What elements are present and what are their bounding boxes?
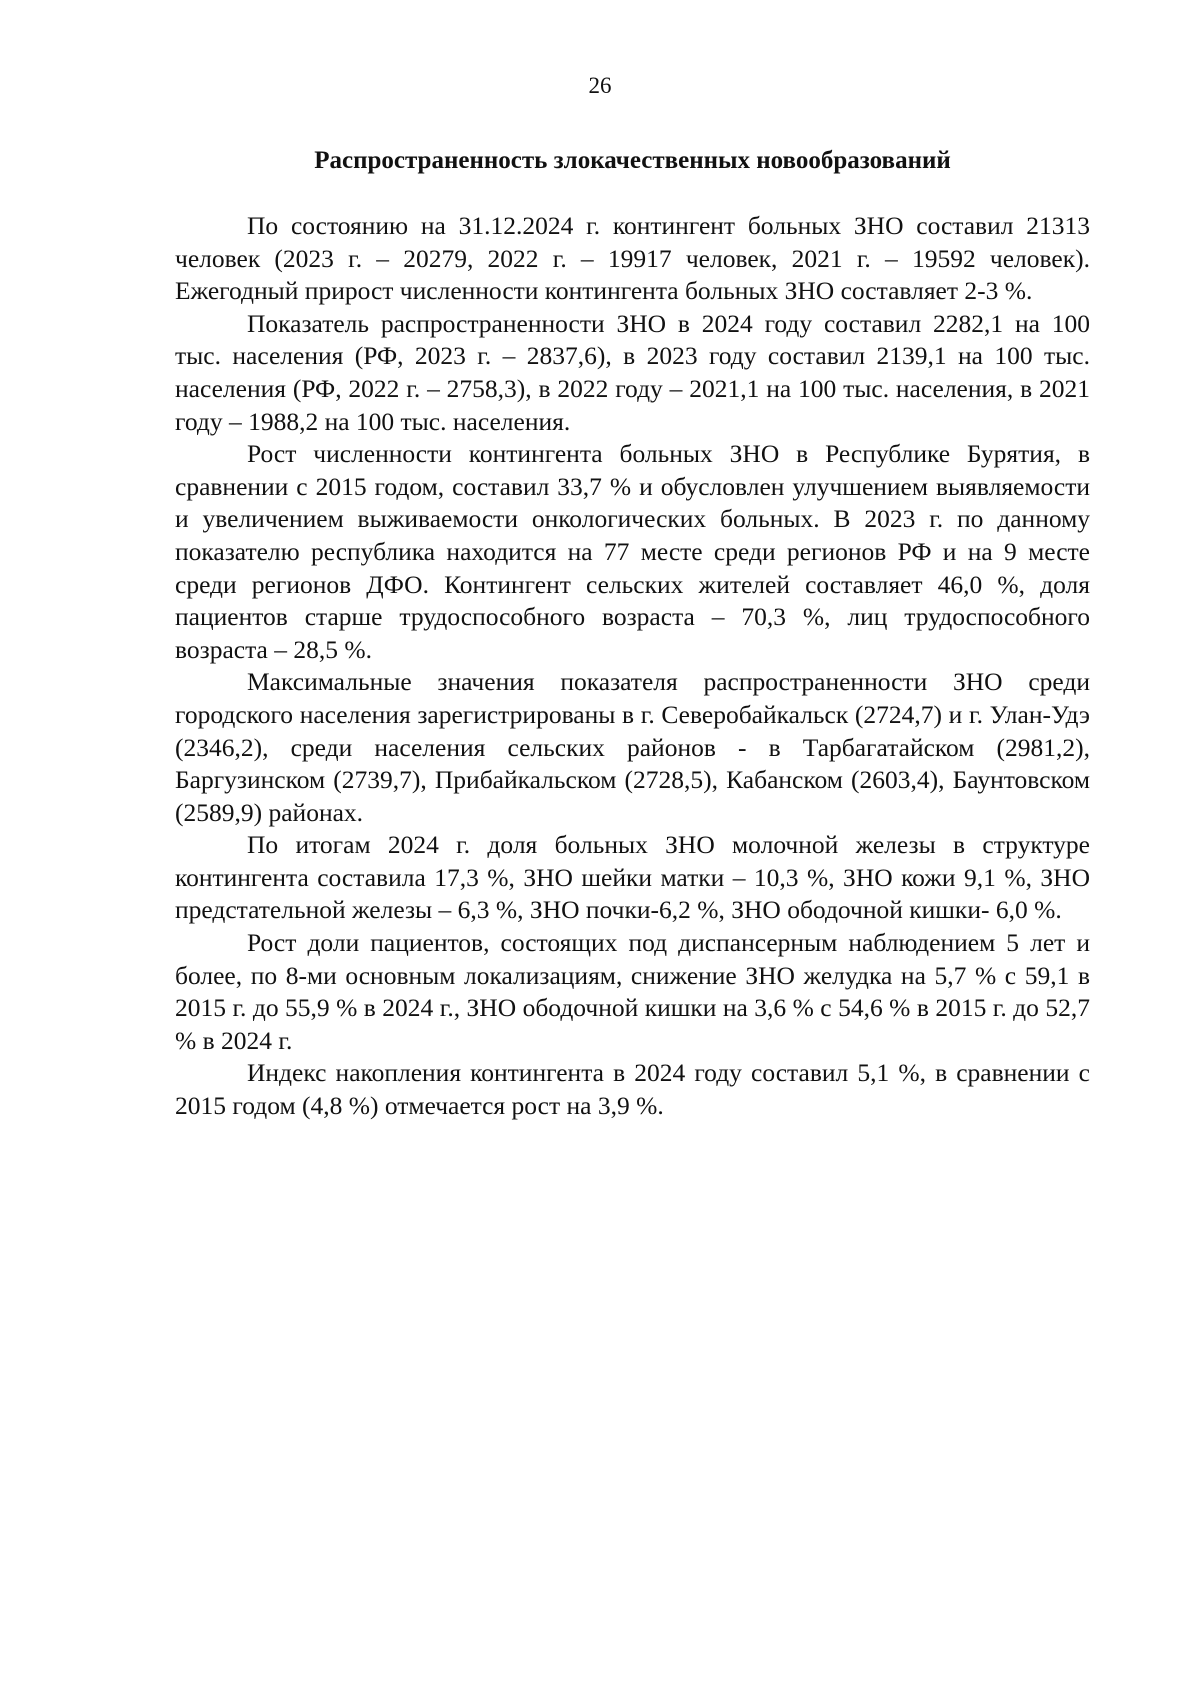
paragraph-accumulation-index: Индекс накопления контингента в 2024 году составил 5,1 %, в сравнении с 2015 годом (4,8 %) отмечается рост на 3,9 %. [175, 1058, 1090, 1121]
body-text [175, 210, 1090, 1123]
paragraph-structure: По итогам 2024 г. доля больных ЗНО молочной железы в структуре контингента составила 17,3 %, ЗНО шейки матки – 10,3 %, ЗНО кожи 9,1 %, ЗНО предстательной железы – 6,3 %, ЗНО почки-6,2 %, ЗНО ободочной кишки- 6,0 %. [175, 830, 1090, 925]
paragraph-contingent-growth: Рост численности контингента больных ЗНО в Республике Бурятия, в сравнении с 2015 годом, составил 33,7 % и обусловлен улучшением выявляемости и увеличением выживаемости онкологических больных. В 2023 г. по данному показателю республика находится на 77 месте среди регионов РФ и на 9 месте среди регионов ДФО. Контингент сельских жителей составляет 46,0 %, доля пациентов старше трудоспособного возраста – 70,3 %, лиц трудоспособного возраста – 28,5 %. [175, 439, 1090, 664]
paragraph-follow-up: Рост доли пациентов, состоящих под диспансерным наблюдением 5 лет и более, по 8-ми основным локализациям, снижение ЗНО желудка на 5,7 % с 59,1 в 2015 г. до 55,9 % в 2024 г., ЗНО ободочной кишки на 3,6 % с 54,6 % в 2015 г. до 52,7 % в 2024 г. [175, 928, 1090, 1055]
page-number: 26 [588, 73, 612, 98]
paragraph-prevalence-rate: Показатель распространенности ЗНО в 2024 году составил 2282,1 на 100 тыс. населения (РФ, 2023 г. – 2837,6), в 2023 году составил 2139,1 на 100 тыс. населения (РФ, 2022 г. – 2758,3), в 2022 году – 2021,1 на 100 тыс. населения, в 2021 году – 1988,2 на 100 тыс. населения. [175, 308, 1090, 436]
paragraph-max-values: Максимальные значения показателя распространенности ЗНО среди городского населения зарегистрированы в г. Северобайкальск (2724,7) и г. Улан-Удэ (2346,2), среди населения сельских районов - в Тарбагатайском (2981,2), Баргузинском (2739,7), Прибайкальском (2728,5), Кабанском (2603,4), Баунтовском (2589,9) районах. [175, 667, 1090, 827]
section-title: Распространенность злокачественных новообразований [314, 147, 951, 174]
paragraph-contingent: По состоянию на 31.12.2024 г. контингент больных ЗНО составил 21313 человек (2023 г. – 20279, 2022 г. – 19917 человек, 2021 г. – 19592 человек). Ежегодный прирост численности контингента больных ЗНО составляет 2-3 %. [175, 211, 1090, 306]
